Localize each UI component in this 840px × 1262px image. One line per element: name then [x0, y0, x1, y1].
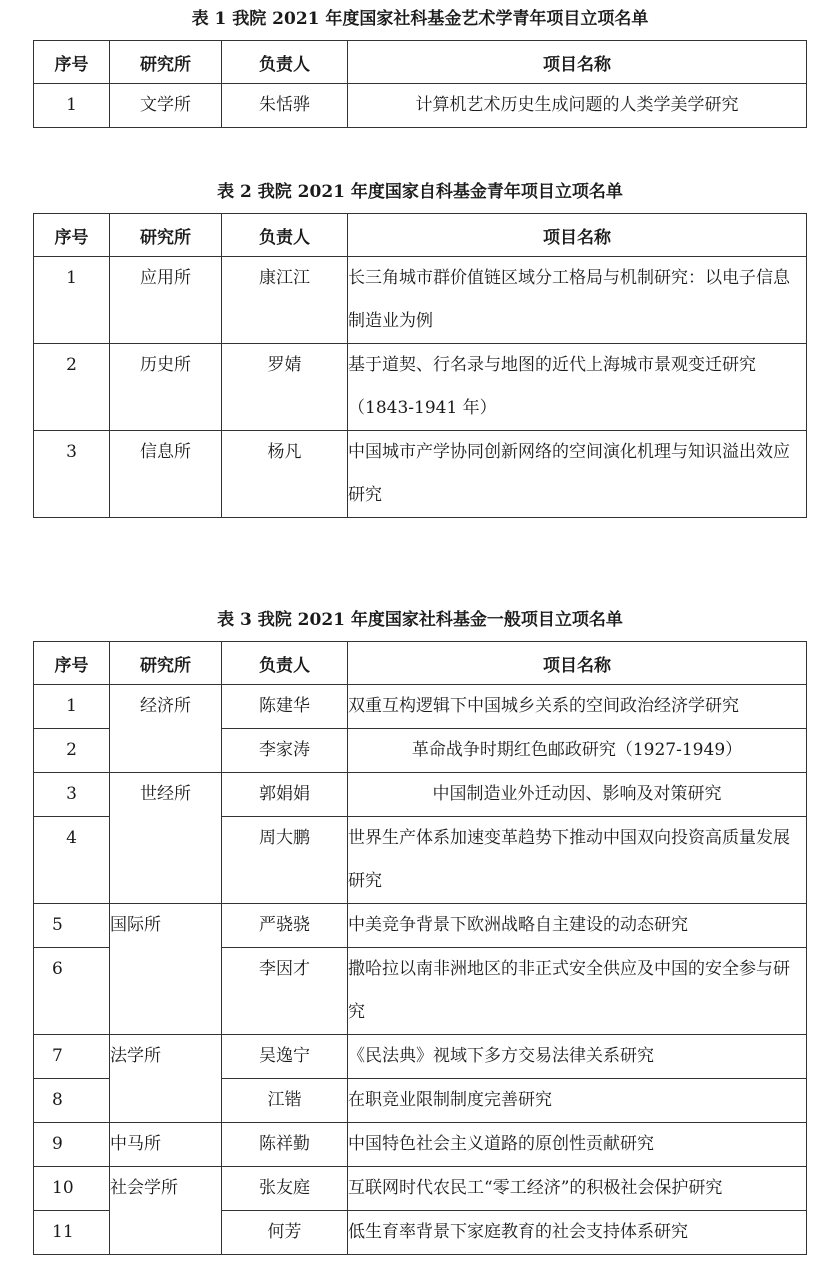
cell-project: 中国城市产学协同创新网络的空间演化机理与知识溢出效应研究: [348, 431, 807, 518]
cell-no: 4: [34, 817, 110, 904]
cell-project: 计算机艺术历史生成问题的人类学美学研究: [348, 84, 807, 128]
table-3-caption: 表 3 我院 2021 年度国家社科基金一般项目立项名单: [217, 610, 623, 630]
cell-leader: 张友庭: [222, 1167, 348, 1211]
table-1: [33, 40, 807, 128]
cell-project: 撒哈拉以南非洲地区的非正式安全供应及中国的安全参与研究: [348, 948, 807, 1035]
header-institute: 研究所: [110, 642, 222, 685]
table-1-caption: 表 1 我院 2021 年度国家社科基金艺术学青年项目立项名单: [191, 9, 649, 29]
table-row: [34, 1167, 807, 1211]
cell-no: 10: [34, 1167, 110, 1211]
cell-no: 1: [34, 257, 110, 344]
cell-leader: 陈祥勤: [222, 1123, 348, 1167]
cell-institute: 文学所: [110, 84, 222, 128]
table-row: [34, 1035, 807, 1079]
cell-project: 长三角城市群价值链区域分工格局与机制研究：以电子信息制造业为例: [348, 257, 807, 344]
cell-no: 11: [34, 1211, 110, 1255]
cell-institute: 经济所: [110, 685, 222, 773]
cell-leader: 吴逸宁: [222, 1035, 348, 1079]
table-row: [34, 344, 807, 431]
cell-leader: 罗婧: [222, 344, 348, 431]
table-3: [33, 641, 807, 1255]
cell-institute: 应用所: [110, 257, 222, 344]
cell-institute: 历史所: [110, 344, 222, 431]
cell-no: 9: [34, 1123, 110, 1167]
table-row: [34, 257, 807, 344]
table-header-row: [34, 642, 807, 685]
cell-leader: 李因才: [222, 948, 348, 1035]
cell-leader: 周大鹏: [222, 817, 348, 904]
header-leader: 负责人: [222, 214, 348, 257]
table-row: [34, 685, 807, 729]
table-row: [34, 84, 807, 128]
cell-leader: 江锴: [222, 1079, 348, 1123]
cell-no: 1: [34, 84, 110, 128]
cell-project: 低生育率背景下家庭教育的社会支持体系研究: [348, 1211, 807, 1255]
cell-institute: 世经所: [110, 773, 222, 904]
cell-institute: 信息所: [110, 431, 222, 518]
table-2-caption: 表 2 我院 2021 年度国家自科基金青年项目立项名单: [217, 182, 623, 202]
cell-leader: 朱恬骅: [222, 84, 348, 128]
cell-leader: 康江江: [222, 257, 348, 344]
header-no: 序号: [34, 642, 110, 685]
cell-project: 双重互构逻辑下中国城乡关系的空间政治经济学研究: [348, 685, 807, 729]
cell-project: 在职竞业限制制度完善研究: [348, 1079, 807, 1123]
cell-institute: 国际所: [110, 904, 222, 1035]
table-header-row: [34, 41, 807, 84]
cell-institute: 社会学所: [110, 1167, 222, 1255]
cell-no: 2: [34, 344, 110, 431]
table-row: [34, 904, 807, 948]
table-header-row: [34, 214, 807, 257]
header-project: 项目名称: [348, 642, 807, 685]
cell-no: 8: [34, 1079, 110, 1123]
header-leader: 负责人: [222, 41, 348, 84]
header-institute: 研究所: [110, 214, 222, 257]
cell-leader: 杨凡: [222, 431, 348, 518]
table-2: [33, 213, 807, 518]
cell-project: 世界生产体系加速变革趋势下推动中国双向投资高质量发展研究: [348, 817, 807, 904]
cell-project: 互联网时代农民工“零工经济”的积极社会保护研究: [348, 1167, 807, 1211]
cell-project: 中国制造业外迁动因、影响及对策研究: [348, 773, 807, 817]
cell-no: 2: [34, 729, 110, 773]
table-row: [34, 431, 807, 518]
cell-project: 《民法典》视域下多方交易法律关系研究: [348, 1035, 807, 1079]
header-project: 项目名称: [348, 41, 807, 84]
cell-institute: 中马所: [110, 1123, 222, 1167]
cell-project: 革命战争时期红色邮政研究（1927-1949）: [348, 729, 807, 773]
cell-no: 1: [34, 685, 110, 729]
cell-leader: 郭娟娟: [222, 773, 348, 817]
cell-project: 基于道契、行名录与地图的近代上海城市景观变迁研究（1843-1941 年）: [348, 344, 807, 431]
cell-no: 6: [34, 948, 110, 1035]
header-no: 序号: [34, 41, 110, 84]
cell-no: 3: [34, 773, 110, 817]
header-project: 项目名称: [348, 214, 807, 257]
table-row: [34, 1123, 807, 1167]
cell-leader: 何芳: [222, 1211, 348, 1255]
cell-no: 7: [34, 1035, 110, 1079]
header-leader: 负责人: [222, 642, 348, 685]
cell-leader: 李家涛: [222, 729, 348, 773]
cell-institute: 法学所: [110, 1035, 222, 1123]
cell-leader: 严骁骁: [222, 904, 348, 948]
cell-project: 中美竞争背景下欧洲战略自主建设的动态研究: [348, 904, 807, 948]
table-row: [34, 773, 807, 817]
cell-no: 3: [34, 431, 110, 518]
cell-leader: 陈建华: [222, 685, 348, 729]
header-no: 序号: [34, 214, 110, 257]
cell-project: 中国特色社会主义道路的原创性贡献研究: [348, 1123, 807, 1167]
header-institute: 研究所: [110, 41, 222, 84]
cell-no: 5: [34, 904, 110, 948]
